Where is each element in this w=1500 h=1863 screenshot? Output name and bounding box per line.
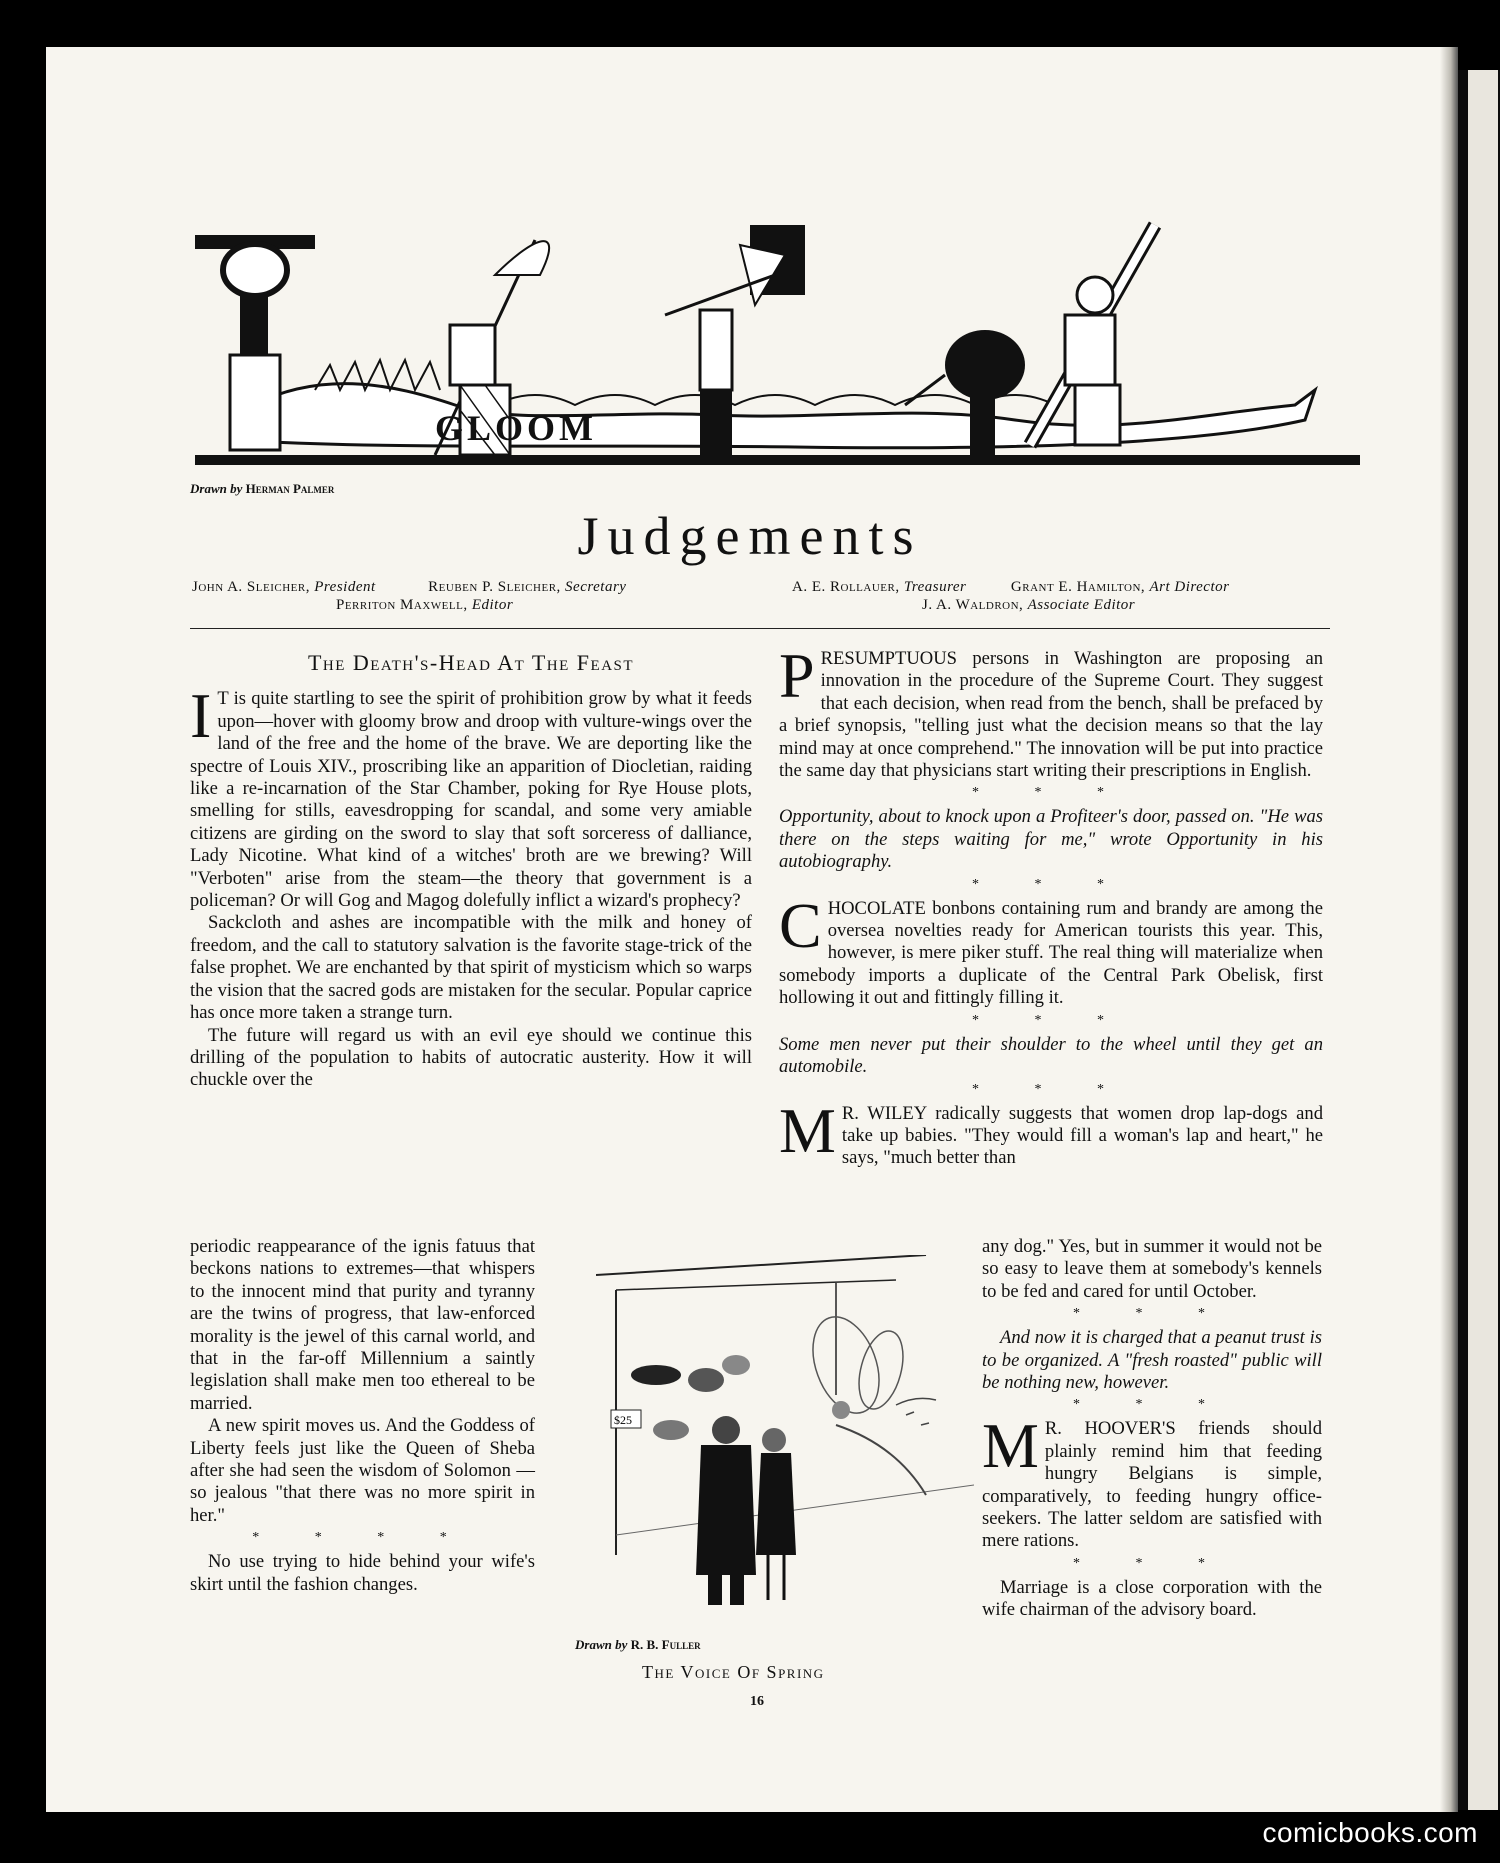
paragraph-3-continued: periodic reappearance of the ignis fatuus that beckons nations to extremes—that whispers to the innocent mind that purity and tyranny are the twins of progress, that law-enforced morality is the jewel of this carnal world, and that in the far-off Millennium a saintly legislation shall make men too ethereal to be married.: [190, 1236, 535, 1414]
item-automobile: Some men never put their shoulder to the wheel until they get an automobile.: [779, 1033, 1323, 1078]
section-divider: * * *: [972, 1012, 1130, 1028]
item-hoover-text: R. HOOVER'S friends should plainly remind him that feeding hungry Belgians is simple, comparatively, to feeding hungry office-seekers. The latter seldom are satisfied with mere rations.: [982, 1418, 1322, 1552]
item-wiley-continued: any dog." Yes, but in summer it would not be so easy to leave them at somebody's kennels to be fed and cared for until October.: [982, 1236, 1322, 1302]
staff-name: Grant E. Hamilton,: [1010, 579, 1146, 595]
drop-cap: C: [779, 889, 822, 961]
banner-lettering: GLOOM: [435, 408, 597, 448]
drop-cap: M: [779, 1094, 836, 1166]
drop-cap: M: [982, 1410, 1039, 1482]
illustration-caption: The Voice Of Spring: [642, 1662, 825, 1682]
illustration-credit-prefix: Drawn by: [575, 1637, 628, 1652]
staff-role: Art Director: [1149, 579, 1230, 595]
facing-page-strip: [1468, 70, 1498, 1810]
voice-of-spring-illustration: [596, 1255, 974, 1625]
staff-role: Editor: [471, 597, 514, 613]
page-gutter-shadow: [1440, 47, 1458, 1812]
item-wiley: [779, 1094, 1323, 1170]
section-divider: * * *: [1073, 1555, 1231, 1571]
staff-name: Perriton Maxwell,: [336, 597, 468, 613]
page-title: Judgements: [577, 506, 923, 566]
section-divider: * * *: [972, 785, 1130, 801]
staff-line1-right: [792, 579, 1229, 596]
staff-role: Secretary: [565, 579, 627, 595]
staff-role: President: [314, 579, 376, 595]
gloom-banner-illustration: [195, 215, 1360, 465]
paragraph-1: [190, 680, 752, 912]
staff-name: J. A. Waldron,: [922, 597, 1024, 613]
staff-line1-left: [192, 579, 626, 596]
paragraph-2: Sackcloth and ashes are incompatible with the milk and honey of freedom, and the call to statutory salvation is the favorite stage-trick of the false prophet. We are enchanted by that spirit of mysticism which so warps the vision that the sacred gods are mistaken for the secular. Popular caprice has once more taken a strange turn.: [190, 912, 752, 1024]
item-marriage: Marriage is a close corporation with the wife chairman of the advisory board.: [982, 1576, 1322, 1621]
staff-line2-left: [336, 597, 513, 614]
masthead-rule: [190, 628, 1330, 629]
right-column: [779, 640, 1323, 1170]
left-column-narrow: [190, 1236, 535, 1596]
illustration-credit: [575, 1637, 701, 1653]
page-number: 16: [750, 1694, 764, 1709]
item-presumptuous-text: RESUMPTUOUS persons in Washington are proposing an innovation in the procedure of the Supreme Court. They suggest that each decision, when read from the bench, shall be prefaced by a brief synopsis, "telling just what the decision means so that the lay mind may at once comprehend." The innovation will be put into practice the same day that physicians start writing their prescriptions in English.: [779, 648, 1323, 782]
section-divider: * * *: [972, 1081, 1130, 1097]
staff-role: Treasurer: [903, 579, 967, 595]
item-hoover: [982, 1410, 1322, 1552]
item-presumptuous: [779, 640, 1323, 782]
paragraph-4: A new spirit moves us. And the Goddess of Liberty feels just like the Queen of Sheba after she had seen the wisdom of Solomon —so jealous "that there was no more spirit in her.": [190, 1415, 535, 1526]
item-wiley-text: R. WILEY radically suggests that women drop lap-dogs and take up babies. "They would fill a woman's lap and heart," he says, "much better than: [841, 1102, 1323, 1169]
item-chocolate: [779, 889, 1323, 1010]
staff-name: Reuben P. Sleicher,: [428, 579, 561, 595]
item-opportunity: Opportunity, about to knock upon a Profiteer's door, passed on. "He was there on the steps waiting for me," wrote Opportunity in his autobiography.: [779, 806, 1323, 873]
paragraph-5: No use trying to hide behind your wife's skirt until the fashion changes.: [190, 1551, 535, 1595]
price-tag: $25: [614, 1413, 632, 1427]
paragraph-3: The future will regard us with an evil eye should we continue this drilling of the population to habits of autocratic austerity. How it will chuckle over the: [190, 1024, 752, 1091]
item-chocolate-text: HOCOLATE bonbons containing rum and brandy are among the oversea novelties ready for American tourists this year. This, however, is mere piker stuff. The real thing will materialize when somebody imports a duplicate of the Central Park Obelisk, first hollowing it out and fittingly filling it.: [779, 897, 1323, 1009]
staff-role: Associate Editor: [1027, 597, 1136, 613]
site-watermark: comicbooks.com: [1262, 1817, 1478, 1848]
banner-credit-prefix: Drawn by: [190, 481, 243, 496]
staff-line2-right: [922, 597, 1135, 614]
banner-credit: [190, 481, 334, 497]
illustration-credit-name: R. B. Fuller: [630, 1637, 701, 1652]
right-column-narrow: [982, 1236, 1322, 1622]
section-divider: * * *: [1073, 1306, 1231, 1322]
section-divider: * * * *: [252, 1530, 473, 1546]
drop-cap: I: [190, 680, 212, 752]
paragraph-1-text: T is quite startling to see the spirit of prohibition grow by what it feeds upon—hover with gloomy brow and droop with vulture-wings over the land of the free and the home of the brave. We are deporting like the spectre of Louis XIV., proscribing like an apparition of Diocletian, raiding like a re-incarnation of the Star Chamber, poking for Rye House plots, smelling for stills, eavesdropping for scandal, and some very amiable citizens are girding on the sword to slay that soft sorceress of dalliance, Lady Nicotine. What kind of a witches' broth are we brewing? Will "Verboten" arise from the steam—the theory that government is a policeman? Or will Gog and Magog dolefully inflict a wizard's prophecy?: [190, 688, 752, 912]
section-divider: * * *: [972, 876, 1130, 892]
staff-name: John A. Sleicher,: [192, 579, 310, 595]
article-headline: The Death's-Head At The Feast: [307, 650, 635, 675]
drop-cap: P: [779, 640, 815, 711]
left-column: [190, 652, 752, 1092]
section-divider: * * *: [1073, 1397, 1231, 1413]
staff-name: A. E. Rollauer,: [792, 579, 900, 595]
item-peanut-trust: And now it is charged that a peanut trust is to be organized. A "fresh roasted" public will be nothing new, however.: [982, 1327, 1322, 1394]
banner-credit-name: Herman Palmer: [245, 481, 335, 496]
